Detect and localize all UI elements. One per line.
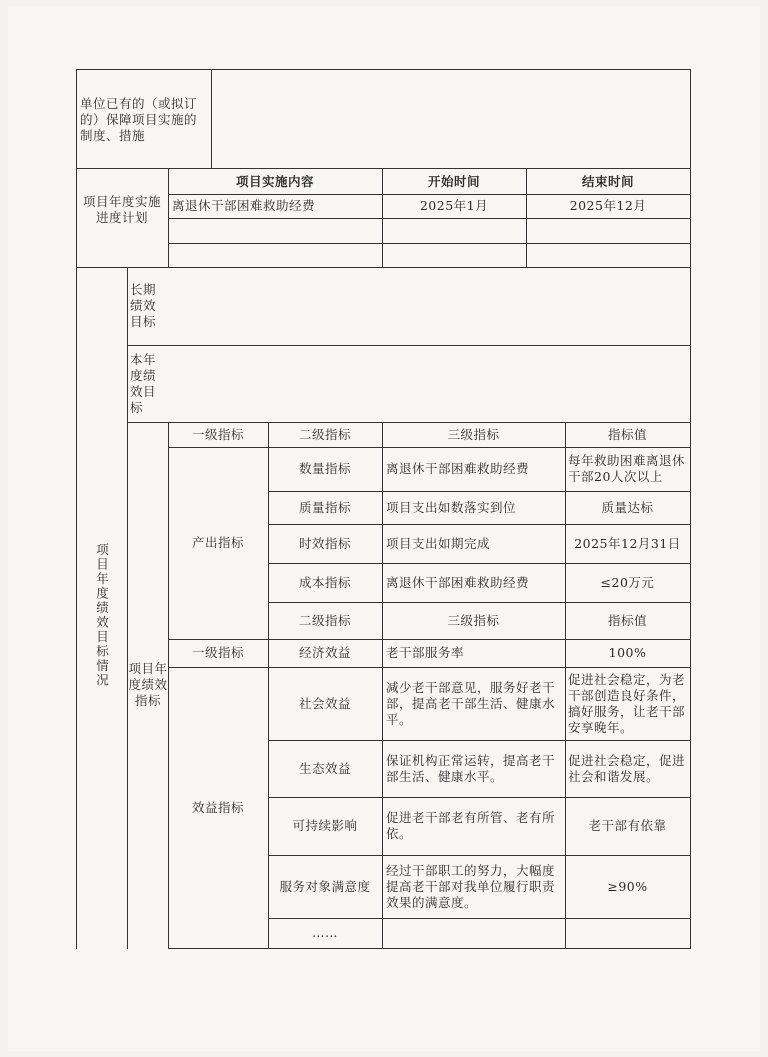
quality-label: 质量指标 xyxy=(298,499,351,515)
indicators-label: 项目年度绩效指标 xyxy=(128,661,168,708)
schedule-start-value: 2025年1月 xyxy=(419,198,489,213)
economic-value: 100% xyxy=(608,645,647,660)
quantity-value: 每年救助困难离退休干部20人次以上 xyxy=(568,453,686,484)
ecological-label: 生态效益 xyxy=(298,760,351,776)
schedule-end-value: 2025年12月 xyxy=(569,198,647,213)
satisfaction-label: 服务对象满意度 xyxy=(279,878,371,894)
header-value: 指标值 xyxy=(607,427,647,442)
schedule-header-content: 项目实施内容 xyxy=(235,173,314,189)
sustainability-label: 可持续影响 xyxy=(292,818,358,833)
economic-desc: 老干部服务率 xyxy=(386,645,465,660)
quantity-desc: 离退休干部困难救助经费 xyxy=(386,461,530,476)
header-level2: 二级指标 xyxy=(298,427,351,442)
schedule-header-end: 结束时间 xyxy=(581,173,634,189)
measures-label: 单位已有的（或拟订的）保障项目实施的制度、措施 xyxy=(80,96,198,143)
cost-label: 成本指标 xyxy=(298,574,351,590)
social-value: 促进社会稳定，为老干部创造良好条件，搞好服务，让老干部安享晚年。 xyxy=(568,671,686,735)
satisfaction-value: ≥90% xyxy=(607,878,648,894)
timeliness-label: 时效指标 xyxy=(298,535,351,551)
header-level3-repeat: 三级指标 xyxy=(447,612,500,628)
cost-value: ≤20万元 xyxy=(600,574,655,590)
ellipsis-row: …… xyxy=(312,925,338,940)
satisfaction-desc: 经过干部职工的努力，大幅度提高老干部对我单位履行职责效果的满意度。 xyxy=(386,862,556,910)
timeliness-desc: 项目支出如期完成 xyxy=(386,535,491,551)
sustainability-value: 老干部有依靠 xyxy=(588,818,667,833)
header-level3: 三级指标 xyxy=(447,427,500,442)
header-level1-repeat: 一级指标 xyxy=(191,645,244,660)
schedule-label: 项目年度实施进度计划 xyxy=(82,194,161,225)
annual-goal-label: 本年度绩效目标 xyxy=(130,352,157,415)
social-desc: 减少老干部意见，服务好老干部，提高老干部生活、健康水平。 xyxy=(386,679,556,727)
header-level2-repeat: 二级指标 xyxy=(298,612,351,628)
sustainability-desc: 促进老干部老有所管、老有所依。 xyxy=(386,810,556,841)
output-indicator-label: 产出指标 xyxy=(191,535,244,550)
economic-label: 经济效益 xyxy=(298,645,351,660)
social-label: 社会效益 xyxy=(298,695,351,711)
header-value-repeat: 指标值 xyxy=(607,612,647,628)
header-level1: 一级指标 xyxy=(191,427,244,442)
quality-value: 质量达标 xyxy=(601,499,654,515)
ecological-value: 促进社会稳定，促进社会和谐发展。 xyxy=(568,752,686,784)
goals-outer-label: 项目年度绩效目标情况 xyxy=(94,542,110,688)
cost-desc: 离退休干部困难救助经费 xyxy=(386,574,530,590)
schedule-content-value: 离退休干部困难救助经费 xyxy=(172,198,316,213)
ecological-desc: 保证机构正常运转，提高老干部生活、健康水平。 xyxy=(386,752,556,784)
schedule-header-start: 开始时间 xyxy=(427,173,480,189)
quantity-label: 数量指标 xyxy=(298,461,351,476)
quality-desc: 项目支出如数落实到位 xyxy=(386,499,517,515)
long-term-goal-label: 长期绩效目标 xyxy=(130,282,157,329)
timeliness-value: 2025年12月31日 xyxy=(574,535,681,551)
benefit-indicator-label: 效益指标 xyxy=(191,799,244,815)
